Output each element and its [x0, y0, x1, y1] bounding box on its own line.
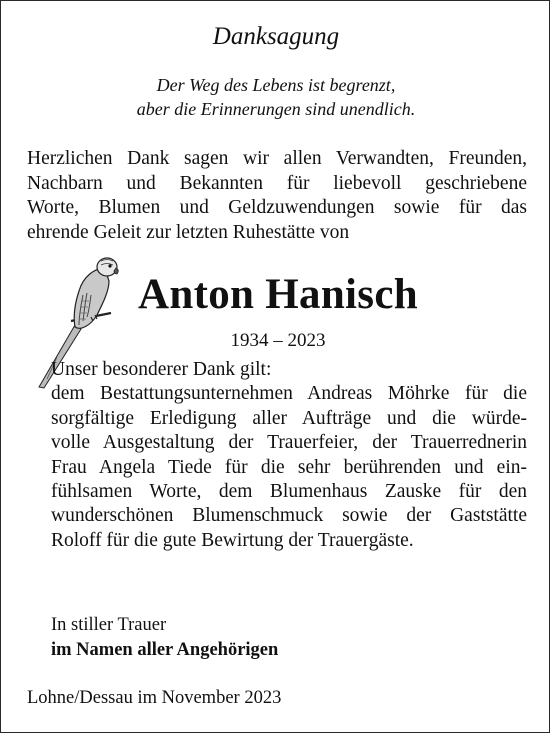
life-dates: 1934 – 2023: [230, 330, 326, 351]
special-thanks-paragraph: [51, 358, 527, 553]
intro-line: Nachbarn und Bekannten für liebevoll geschriebene: [27, 172, 527, 194]
thanks-line: fühlsamen Worte, dem Blumenhaus Zauske für den: [51, 481, 527, 503]
deceased-name: Anton Hanisch: [138, 271, 418, 318]
motto-line: aber die Erinnerungen sind unendlich.: [136, 99, 416, 119]
thanks-line: Unser besonderer Dank gilt:: [51, 359, 272, 380]
thanks-line: Frau Angela Tiede für die sehr berührenden und ein-: [51, 456, 527, 478]
thanks-line: Roloff für die gute Bewirtung der Trauergäste.: [51, 529, 414, 551]
closing-line: In stiller Trauer: [51, 615, 167, 635]
intro-line: Herzlichen Dank sagen wir allen Verwandten, Freunden,: [27, 148, 527, 169]
closing-family: im Namen aller Angehörigen: [51, 640, 279, 660]
motto-line: Der Weg des Lebens ist begrenzt,: [156, 75, 396, 95]
notice-heading: Danksagung: [212, 23, 340, 50]
thanks-line: wunderschönen Blumenschmuck sowie der Gaststätte: [51, 505, 527, 527]
thanks-line: dem Bestattungsunternehmen Andreas Möhrke für die: [51, 383, 527, 405]
thanks-line: sorgfältige Erledigung aller Aufträge und die würde-: [51, 407, 527, 429]
intro-line: ehrende Geleit zur letzten Ruhestätte von: [27, 221, 350, 243]
thanks-line: volle Ausgestaltung der Trauerfeier, der Trauerrednerin: [51, 432, 527, 454]
place-and-date: Lohne/Dessau im November 2023: [27, 688, 282, 708]
motto-quote: [1, 73, 550, 121]
closing-signature: [51, 613, 521, 663]
intro-line: Worte, Blumen und Geldzuwendungen sowie für das: [27, 197, 527, 218]
intro-paragraph: [27, 147, 527, 245]
